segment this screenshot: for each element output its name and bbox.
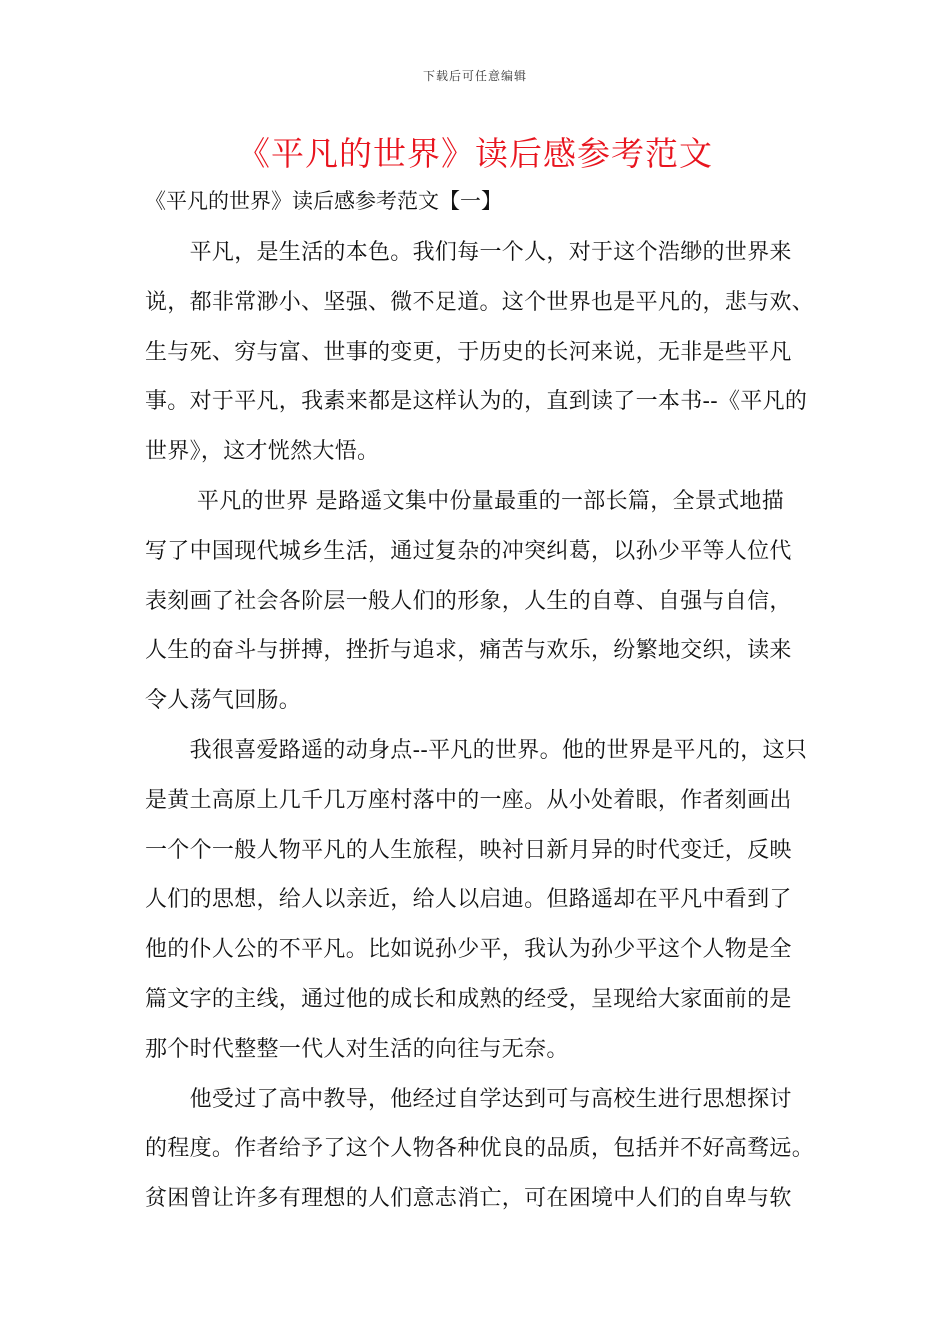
document-title: 《平凡的世界》读后感参考范文: [237, 134, 713, 173]
text-line: 是黄土高原上几千几万座村落中的一座。从小处着眼，作者刻画出: [145, 787, 792, 813]
text-line: 表刻画了社会各阶层一般人们的形象，人生的自尊、自强与自信，: [145, 588, 792, 614]
header-note: 下载后可任意编辑: [422, 69, 527, 83]
text-line: 写了中国现代城乡生活，通过复杂的冲突纠葛，以孙少平等人位代: [145, 538, 792, 564]
text-line: 世界》，这才恍然大悟。: [145, 439, 380, 465]
text-line: 一个个一般人物平凡的人生旅程，映衬日新月异的时代变迁，反映: [145, 837, 792, 863]
text-line: 令人荡气回肠。: [145, 688, 302, 714]
text-line: 事。对于平凡，我素来都是这样认为的，直到读了一本书--《平凡的: [145, 389, 808, 415]
text-line: 我很喜爱路遥的动身点--平凡的世界。他的世界是平凡的，这只: [145, 737, 808, 763]
text-line: 贫困曾让许多有理想的人们意志消亡，可在困境中人们的自卑与软: [145, 1186, 792, 1212]
text-line: 平凡，是生活的本色。我们每一个人，对于这个浩缈的世界来: [145, 240, 792, 265]
text-line: 平凡的世界 是路遥文集中份量最重的一部长篇，全景式地描: [145, 488, 784, 514]
text-line: 那个时代整整一代人对生活的向往与无奈。: [145, 1036, 569, 1062]
text-line: 他的仆人公的不平凡。比如说孙少平，我认为孙少平这个人物是全: [145, 937, 792, 963]
text-line: 人们的思想，给人以亲近，给人以启迪。但路遥却在平凡中看到了: [145, 887, 792, 913]
text-line: 的程度。作者给予了这个人物各种优良的品质，包括并不好高骛远。: [145, 1136, 815, 1162]
section-subtitle: 《平凡的世界》读后感参考范文【一】: [145, 189, 502, 213]
text-line: 生与死、穷与富、世事的变更，于历史的长河来说，无非是些平凡: [145, 339, 792, 365]
text-line: 他受过了高中教导，他经过自学达到可与高校生进行思想探讨: [145, 1086, 792, 1112]
text-line: 篇文字的主线，通过他的成长和成熟的经受，呈现给大家面前的是: [145, 986, 792, 1012]
body-text: [145, 228, 825, 1224]
text-line: 人生的奋斗与拼搏，挫折与追求，痛苦与欢乐，纷繁地交织，读来: [145, 638, 792, 664]
text-line: 说，都非常渺小、坚强、微不足道。这个世界也是平凡的，悲与欢、: [145, 289, 815, 315]
